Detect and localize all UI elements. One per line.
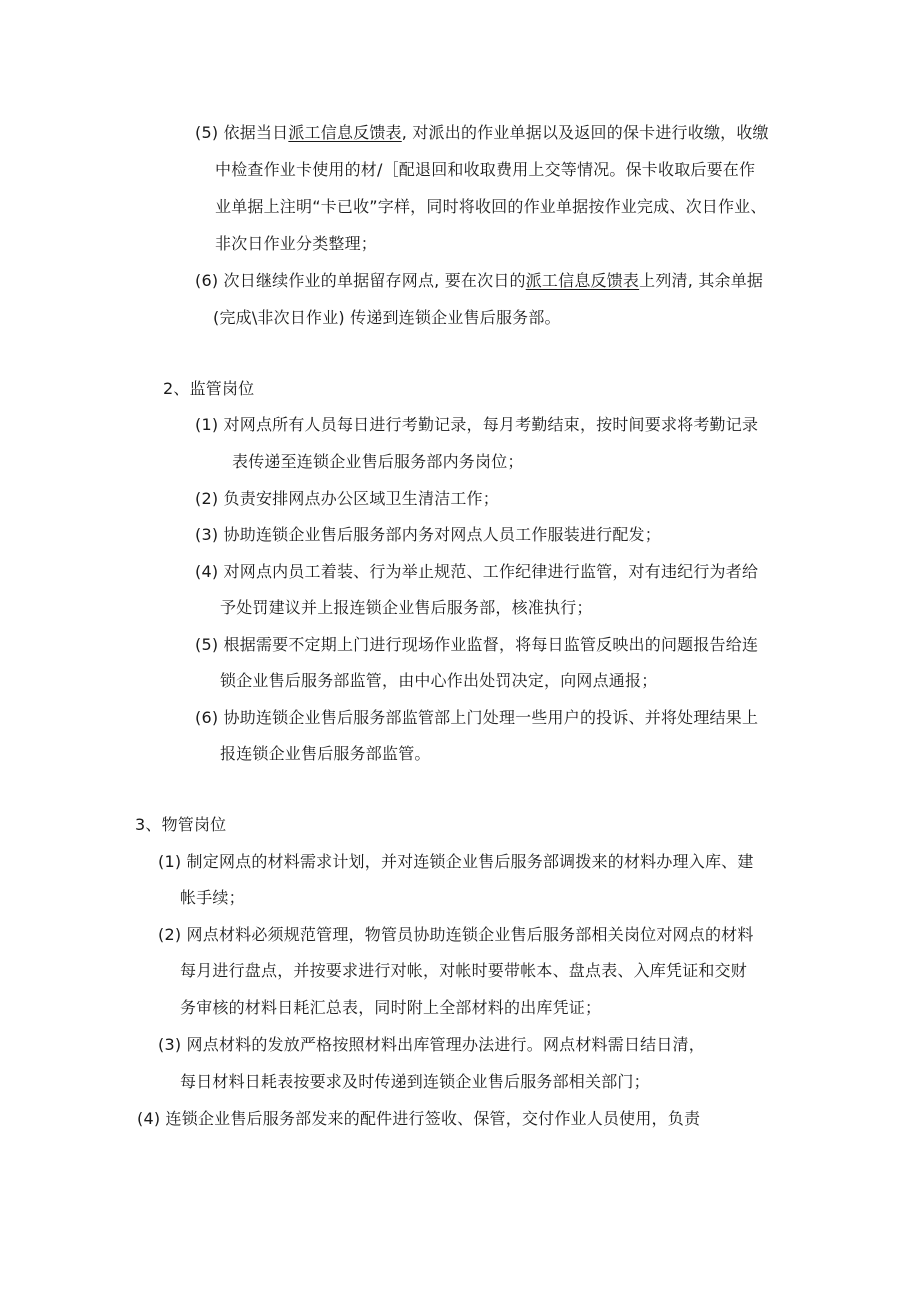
s2-item1-line2: 表传递至连锁企业售后服务部内务岗位； [232, 452, 524, 471]
s2-item5-line2: 锁企业售后服务部监管，由中心作出处罚决定，向网点通报； [220, 671, 658, 690]
s3-item3-line1: (3) 网点材料的发放严格按照材料出库管理办法进行。网点材料需日结日清， [158, 1035, 705, 1054]
dispatch-feedback-form-term: 派工信息反馈表 [288, 123, 402, 142]
section2-heading: 2、监管岗位 [163, 379, 255, 398]
s2-item6-line2: 报连锁企业售后服务部监管。 [220, 744, 431, 763]
s1-item5-line2: 中检查作业卡使用的材/［配退回和收取费用上交等情况。保卡收取后要在作 [215, 160, 756, 179]
s2-item1-line1: (1) 对网点所有人员每日进行考勤记录，每月考勤结束，按时间要求将考勤记录 [195, 415, 759, 434]
s2-item5-line1: (5) 根据需要不定期上门进行现场作业监督，将每日监管反映出的问题报告给连 [195, 635, 759, 654]
s1-item5-line4: 非次日作业分类整理； [215, 234, 378, 253]
s3-item3-line2: 每日材料日耗表按要求及时传递到连锁企业售后服务部相关部门； [180, 1072, 650, 1091]
s1-item6-line1 [195, 270, 763, 292]
s1-item6-text-post: 上列清, 其余单据 [639, 271, 764, 290]
s1-item5-line3: 业单据上注明“卡已收”字样，同时将收回的作业单据按作业完成、次日作业、 [215, 197, 767, 216]
s3-item1-line1: (1) 制定网点的材料需求计划，并对连锁企业售后服务部调拨来的材料办理入库、建 [158, 852, 754, 871]
s1-item5-line1 [195, 122, 769, 144]
s2-item6-line1: (6) 协助连锁企业售后服务部监管部上门处理一些用户的投诉、并将处理结果上 [195, 708, 759, 727]
s3-item4-line1: (4) 连锁企业售后服务部发来的配件进行签收、保管，交付作业人员使用，负责 [137, 1109, 701, 1128]
s3-item2-line1: (2) 网点材料必须规范管理，物管员协助连锁企业售后服务部相关岗位对网点的材料 [158, 925, 754, 944]
s2-item4-line1: (4) 对网点内员工着装、行为举止规范、工作纪律进行监管，对有违纪行为者给 [195, 562, 759, 581]
dispatch-feedback-form-term-2: 派工信息反馈表 [525, 271, 640, 290]
s3-item1-line2: 帐手续； [180, 888, 245, 907]
s1-item6-line2: (完成\非次日作业) 传递到连锁企业售后服务部。 [213, 308, 561, 327]
s1-item5-text-post: , 对派出的作业单据以及返回的保卡进行收缴，收缴 [401, 123, 769, 142]
s1-item6-text-pre: (6) 次日继续作业的单据留存网点, 要在次日的 [195, 271, 526, 290]
s1-item5-text-pre: (5) 依据当日 [195, 123, 289, 142]
s3-item2-line3: 务审核的材料日耗汇总表，同时附上全部材料的出库凭证； [180, 998, 602, 1017]
s2-item4-line2: 予处罚建议并上报连锁企业售后服务部，核准执行； [220, 598, 593, 617]
s2-item2-line1: (2) 负责安排网点办公区域卫生清洁工作； [195, 489, 499, 508]
section3-heading: 3、物管岗位 [135, 815, 227, 834]
s2-item3-line1: (3) 协助连锁企业售后服务部内务对网点人员工作服装进行配发； [195, 525, 661, 544]
s3-item2-line2: 每月进行盘点，并按要求进行对帐，对帐时要带帐本、盘点表、入库凭证和交财 [180, 961, 748, 980]
